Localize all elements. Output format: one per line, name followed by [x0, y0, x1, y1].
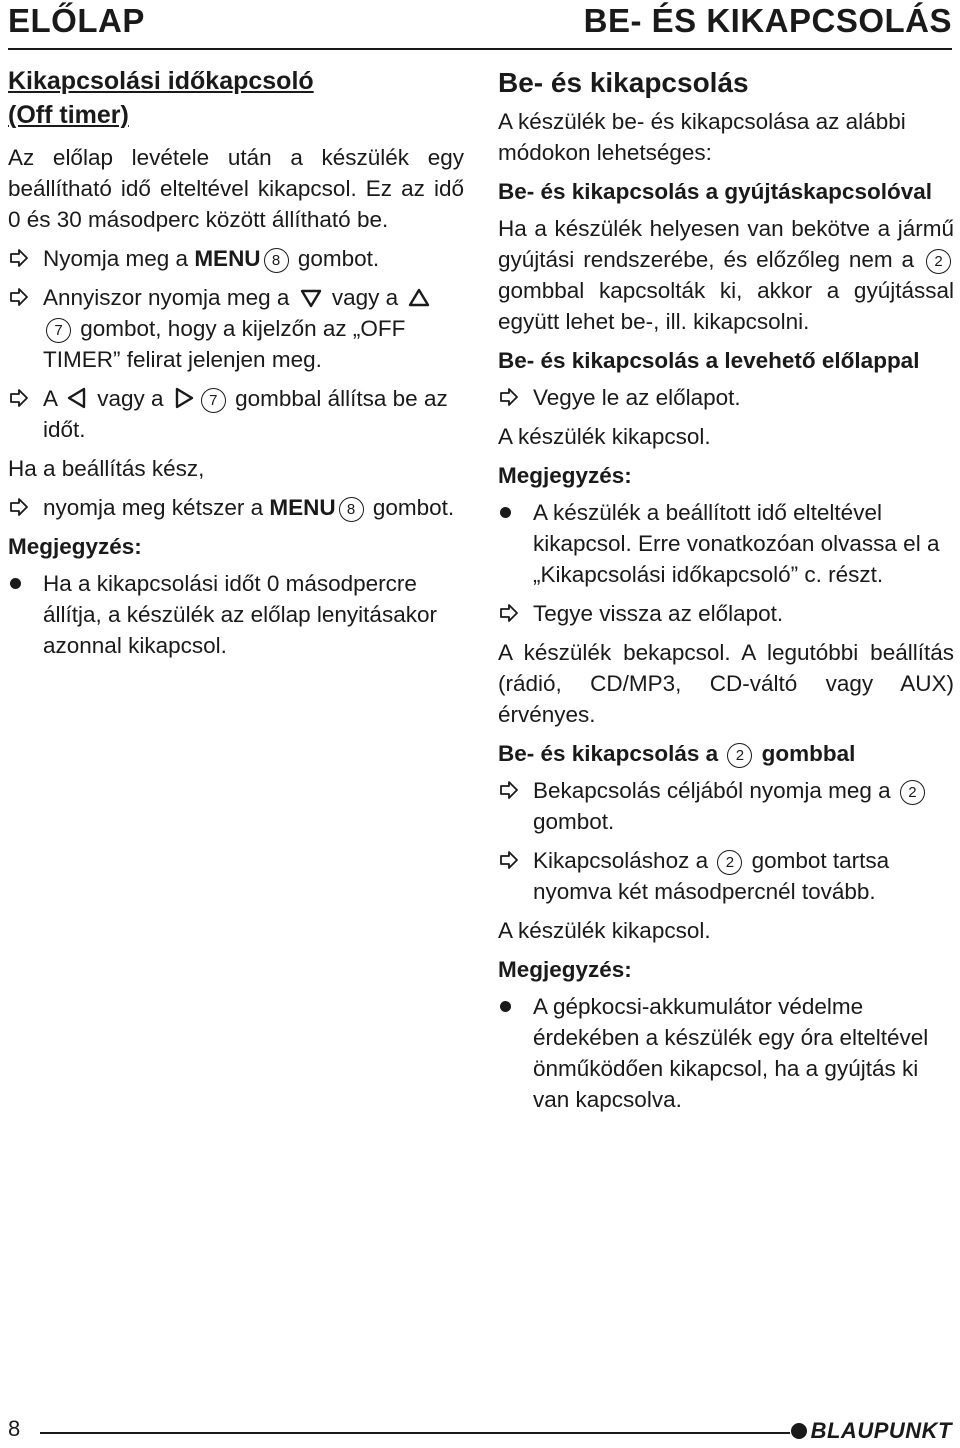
- arrow-marker-icon: [498, 779, 520, 801]
- bullet-icon: [500, 1001, 511, 1012]
- step-item: [498, 382, 954, 413]
- brand-dot-icon: [791, 1423, 807, 1439]
- step-item: [8, 383, 464, 445]
- step-text: vagy a: [91, 386, 170, 411]
- arrow-marker-icon: [8, 496, 30, 518]
- step-item: [8, 492, 464, 523]
- note-label: Megjegyzés:: [498, 463, 632, 488]
- left-column: [8, 60, 464, 669]
- step-text: vagy a: [325, 285, 405, 310]
- ready-text: Ha a beállítás kész,: [8, 456, 205, 481]
- off-timer-intro: Az előlap levétele után a készülék egy beállítható idő elteltével kikapcsol. Ez az idő 0 és 30 másodperc között állítható be.: [8, 145, 464, 232]
- menu-label: MENU: [194, 246, 261, 271]
- bullet-icon: [10, 578, 21, 589]
- down-triangle-icon: [300, 288, 322, 308]
- result-text: A készülék kikapcsol.: [498, 424, 711, 449]
- arrow-marker-icon: [498, 849, 520, 871]
- subheading-button: [498, 738, 954, 769]
- key-7-icon: 7: [201, 388, 226, 413]
- step-text: Kikapcsoláshoz a: [533, 848, 715, 873]
- bullet-icon: [500, 507, 511, 518]
- ignition-text: [498, 213, 954, 337]
- right-triangle-icon: [174, 387, 194, 409]
- left-triangle-icon: [67, 387, 87, 409]
- step-text: Tegye vissza az előlapot.: [533, 601, 784, 626]
- step-text: Nyomja meg a: [43, 246, 195, 271]
- section-title: Be- és kikapcsolás: [498, 67, 749, 98]
- step-text: gombot tartsa nyomva két másodpercnél tovább.: [533, 848, 890, 904]
- step-item: [8, 243, 464, 274]
- off-timer-title: [8, 64, 464, 132]
- step-text: Vegye le az előlapot.: [533, 385, 741, 410]
- step-text: gombot.: [533, 809, 615, 834]
- arrow-marker-icon: [498, 602, 520, 624]
- result-text: A készülék bekapcsol. A legutóbbi beállítás (rádió, CD/MP3, CD-váltó vagy AUX) érvényes.: [498, 640, 954, 727]
- result-text: A készülék kikapcsol.: [498, 918, 711, 943]
- brand-logo: [791, 1418, 952, 1444]
- subheading-text: gombbal: [755, 741, 856, 766]
- key-2-icon: 2: [900, 780, 925, 805]
- ignition-text-a: Ha a készülék helyesen van bekötve a jármű gyújtási rendszerébe, és előzőleg nem a: [498, 216, 954, 272]
- note-label: Megjegyzés:: [8, 534, 142, 559]
- footer-rule: [40, 1432, 790, 1434]
- step-text: nyomja meg kétszer a: [43, 495, 270, 520]
- key-8-icon: 8: [264, 248, 289, 273]
- right-column: [498, 60, 954, 1123]
- key-2-icon: 2: [926, 249, 951, 274]
- note-item: [498, 991, 954, 1115]
- step-text: gombot.: [366, 495, 455, 520]
- step-text: Bekapcsolás céljából nyomja meg a: [533, 778, 897, 803]
- section-header-right: BE- ÉS KIKAPCSOLÁS: [583, 2, 952, 39]
- off-timer-title-line1: Kikapcsolási időkapcsoló: [8, 67, 314, 95]
- subheading-ignition: Be- és kikapcsolás a gyújtáskapcsolóval: [498, 179, 932, 204]
- arrow-marker-icon: [8, 286, 30, 308]
- step-text: gombbal állítsa be az időt.: [43, 386, 448, 442]
- step-text: gombot, hogy a kijelzőn az „OFF TIMER” felirat jelenjen meg.: [43, 316, 406, 372]
- note-text: Ha a kikapcsolási időt 0 másodpercre állítja, a készülék az előlap lenyitásakor azonnal kikapcsol.: [43, 571, 437, 658]
- note-label: Megjegyzés:: [498, 957, 632, 982]
- key-7-icon: 7: [46, 318, 71, 343]
- note-item: [8, 568, 464, 661]
- arrow-marker-icon: [498, 386, 520, 408]
- note-item: [498, 497, 954, 590]
- step-text: A: [43, 386, 64, 411]
- note-text: A készülék a beállított idő elteltével kikapcsol. Erre vonatkozóan olvassa el a „Kikapcsolási időkapcsoló” c. részt.: [533, 500, 940, 587]
- header-rule: [8, 48, 952, 50]
- section-intro: A készülék be- és kikapcsolása az alábbi módokon lehetséges:: [498, 109, 906, 165]
- brand-name: BLAUPUNKT: [810, 1418, 952, 1443]
- section-header-left: ELŐLAP: [8, 2, 145, 39]
- note-text: A gépkocsi-akkumulátor védelme érdekében a készülék egy óra elteltével önműködően kikapcsol, ha a gyújtás ki van kapcsolva.: [533, 994, 929, 1112]
- subheading-faceplate: Be- és kikapcsolás a levehető előlappal: [498, 348, 920, 373]
- step-item: [498, 775, 954, 837]
- key-8-icon: 8: [339, 497, 364, 522]
- up-triangle-icon: [408, 288, 430, 308]
- step-item: [8, 282, 464, 375]
- ignition-text-b: gombbal kapcsolták ki, akkor a gyújtással együtt lehet be-, ill. kikapcsolni.: [498, 278, 954, 334]
- arrow-marker-icon: [8, 247, 30, 269]
- step-text: gombot.: [291, 246, 380, 271]
- step-item: [498, 598, 954, 629]
- step-text: Annyiszor nyomja meg a: [43, 285, 296, 310]
- step-item: [498, 845, 954, 907]
- menu-label: MENU: [269, 495, 336, 520]
- arrow-marker-icon: [8, 387, 30, 409]
- page-number: 8: [8, 1416, 21, 1441]
- subheading-text: Be- és kikapcsolás a: [498, 741, 725, 766]
- key-2-icon: 2: [717, 850, 742, 875]
- key-2-icon: 2: [727, 743, 752, 768]
- off-timer-title-line2: (Off timer): [8, 101, 129, 129]
